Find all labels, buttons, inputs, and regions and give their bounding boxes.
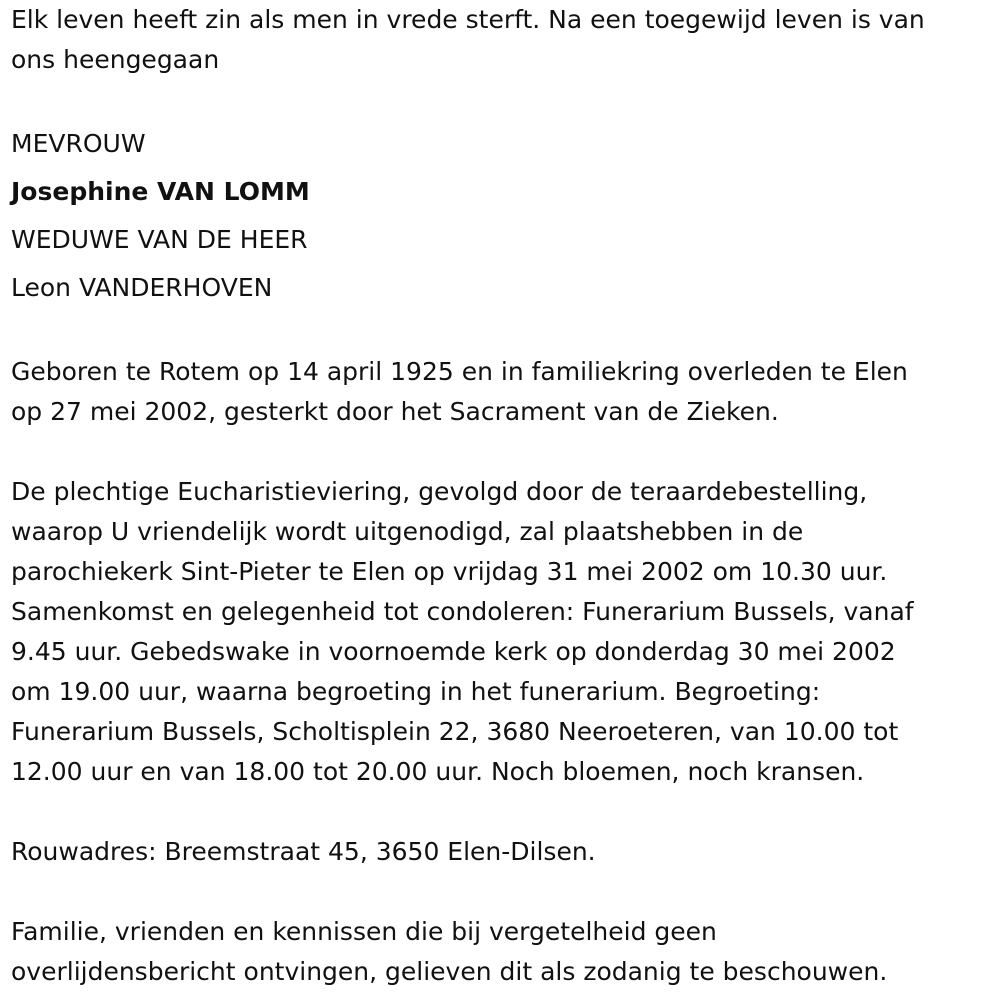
opening-text: Elk leven heeft zin als men in vrede sterft. Na een toegewijd leven is van ons heengegaan xyxy=(11,5,925,74)
spacer xyxy=(11,312,991,352)
deceased-name: Josephine VAN LOMM xyxy=(11,177,310,206)
mourning-address: Rouwadres: Breemstraat 45, 3650 Elen-Dilsen. xyxy=(11,837,596,866)
ceremony-text: De plechtige Eucharistieviering, gevolgd door de teraardebestelling, waarop U vriendelijk wordt uitgenodigd, zal plaatshebben in de parochiekerk Sint-Pieter te Elen op vrijdag 31 mei 2002 om 10.30 uur. Samenkomst en gelegenheid tot condoleren: Funerarium Bussels, vanaf 9.45 uur. Gebedswake in voornoemde kerk op donderdag 30 mei 2002 om 19.00 uur, waarna begroeting in het funerarium. Begroeting: Funerarium Bussels, Scholtisplein 22, 3680 Neeroeteren, van 10.00 tot 12.00 uur en van 18.00 tot 20.00 uur. Noch bloemen, noch kransen. xyxy=(11,477,914,786)
spacer xyxy=(11,872,991,912)
closing-text: Familie, vrienden en kennissen die bij vergetelheid geen overlijdensbericht ontvingen, gelieven dit als zodanig te beschouwen. xyxy=(11,917,888,986)
death-notice xyxy=(11,0,991,992)
salutation: MEVROUW xyxy=(11,129,146,158)
birth-death-text: Geboren te Rotem op 14 april 1925 en in familiekring overleden te Elen op 27 mei 2002, gesterkt door het Sacrament van de Zieken. xyxy=(11,357,908,426)
widow-of-label: WEDUWE VAN DE HEER xyxy=(11,225,308,254)
spacer xyxy=(11,432,991,472)
spacer xyxy=(11,792,991,832)
spouse-name: Leon VANDERHOVEN xyxy=(11,273,273,302)
spacer xyxy=(11,80,991,120)
